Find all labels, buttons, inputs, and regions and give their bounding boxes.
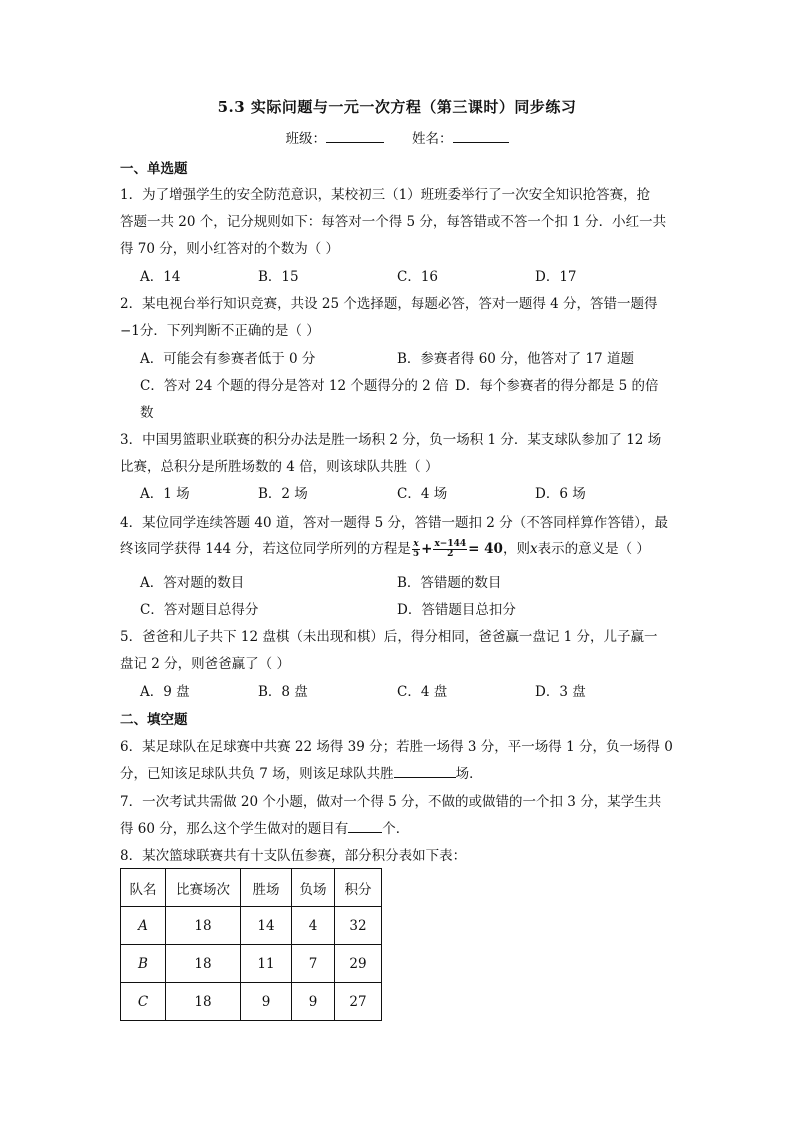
name-label: 姓名： <box>412 131 453 147</box>
q4-line2-pre: 终该同学获得 144 分，若这位同学所列的方程是 <box>120 541 411 557</box>
q1-line1: 1．为了增强学生的安全防范意识，某校初三（1）班班委举行了一次安全知识抢答赛，抢 <box>120 187 651 203</box>
q1-option-d[interactable]: D．17 <box>535 269 577 285</box>
worksheet-title: 5.3 实际问题与一元一次方程（第三课时）同步练习 <box>217 98 577 116</box>
cell-points: 32 <box>335 907 382 945</box>
q2-option-d[interactable]: D．每个参赛者的得分都是 5 的倍 <box>455 378 659 394</box>
q4-option-c[interactable]: C．答对题目总得分 <box>140 602 259 618</box>
q4-eq-rhs: = 40 <box>468 541 503 557</box>
cell-wins: 14 <box>241 907 292 945</box>
class-label: 班级： <box>285 131 326 147</box>
cell-games: 18 <box>166 983 241 1021</box>
q5-option-a[interactable]: A．9 盘 <box>140 684 190 700</box>
cell-wins: 9 <box>241 983 292 1021</box>
q6-line2 <box>120 762 680 782</box>
cell-team: C <box>121 983 166 1021</box>
header-losses: 负场 <box>292 869 335 907</box>
header-games: 比赛场次 <box>166 869 241 907</box>
q7-line2-post: 个． <box>382 821 410 837</box>
section-single-choice: 一、单选题 <box>120 161 188 177</box>
student-info-line <box>0 127 794 147</box>
q1-option-b[interactable]: B．15 <box>258 269 299 285</box>
cell-losses: 7 <box>292 945 335 983</box>
q4-line2 <box>120 537 680 559</box>
cell-wins: 11 <box>241 945 292 983</box>
q6-line2-post: 场． <box>455 766 483 782</box>
q2-option-b[interactable]: B．参赛者得 60 分，他答对了 17 道题 <box>397 351 634 367</box>
q1-line2: 答题一共 20 个，记分规则如下：每答对一个得 5 分，每答错或不答一个扣 1 分．小红一共 <box>120 214 667 230</box>
header-points: 积分 <box>335 869 382 907</box>
table-header-row <box>121 869 382 907</box>
q2-option-d-wrap: 数 <box>140 405 154 421</box>
q2-line2: −1分．下列判断不正确的是（ ） <box>120 323 320 339</box>
q4-option-d[interactable]: D．答错题目总扣分 <box>397 602 516 618</box>
standings-table <box>120 868 382 1021</box>
table-row <box>121 945 382 983</box>
q1-option-a[interactable]: A．14 <box>140 269 181 285</box>
q8-line1: 8．某次篮球联赛共有十支队伍参赛，部分积分表如下表： <box>120 848 467 864</box>
q3-option-b[interactable]: B．2 场 <box>258 486 308 502</box>
header-team: 队名 <box>121 869 166 907</box>
q3-option-c[interactable]: C．4 场 <box>397 486 448 502</box>
cell-losses: 4 <box>292 907 335 945</box>
cell-team: A <box>121 907 166 945</box>
q7-line2-pre: 得 60 分，那么这个学生做对的题目有 <box>120 821 349 837</box>
q2-option-c[interactable]: C．答对 24 个题的得分是答对 12 个题得分的 2 倍 <box>140 378 449 394</box>
section-fill-blank: 二、填空题 <box>120 712 188 728</box>
table-row <box>121 983 382 1021</box>
cell-points: 29 <box>335 945 382 983</box>
q3-option-a[interactable]: A．1 场 <box>140 486 190 502</box>
q1-line3: 得 70 分，则小红答对的个数为（ ） <box>120 241 340 257</box>
q4-plus: + <box>421 541 433 557</box>
q5-option-b[interactable]: B．8 盘 <box>258 684 308 700</box>
q7-line2 <box>120 817 680 837</box>
q6-answer-blank[interactable] <box>394 764 456 778</box>
q1-option-c[interactable]: C．16 <box>397 269 439 285</box>
q4-fraction-x-minus-144-over-2 <box>433 540 467 559</box>
cell-points: 27 <box>335 983 382 1021</box>
cell-team: B <box>121 945 166 983</box>
q3-line1: 3．中国男篮职业联赛的积分办法是胜一场积 2 分，负一场积 1 分．某支球队参加了 12 场 <box>120 432 662 448</box>
cell-games: 18 <box>166 945 241 983</box>
q4-frac2-den: 2 <box>447 549 454 559</box>
q2-line1: 2．某电视台举行知识竞赛，共设 25 个选择题，每题必答，答对一题得 4 分，答错一题得 <box>120 296 658 312</box>
table-row <box>121 907 382 945</box>
q4-line2-post-b: 表示的意义是（ ） <box>537 541 650 557</box>
q2-option-a[interactable]: A．可能会有参赛者低于 0 分 <box>140 351 316 367</box>
q5-line1: 5．爸爸和儿子共下 12 盘棋（未出现和棋）后，得分相同，爸爸赢一盘记 1 分，儿子赢一 <box>120 629 658 645</box>
q4-fraction-x-over-5 <box>412 540 420 559</box>
class-blank[interactable] <box>326 128 384 143</box>
q4-line1: 4．某位同学连续答题 40 道，答对一题得 5 分，答错一题扣 2 分（不答同样算作答错），最 <box>120 515 668 531</box>
q7-answer-blank[interactable] <box>348 819 382 833</box>
q4-option-b[interactable]: B．答错题的数目 <box>397 575 502 591</box>
cell-losses: 9 <box>292 983 335 1021</box>
name-blank[interactable] <box>453 128 509 143</box>
q5-option-c[interactable]: C．4 盘 <box>397 684 448 700</box>
q4-frac2-num: x−144 <box>434 539 467 549</box>
q4-frac1-den: 5 <box>412 549 420 559</box>
q4-option-a[interactable]: A．答对题的数目 <box>140 575 245 591</box>
cell-games: 18 <box>166 907 241 945</box>
q5-line2: 盘记 2 分，则爸爸赢了（ ） <box>120 656 290 672</box>
q3-line2: 比赛，总积分是所胜场数的 4 倍，则该球队共胜（ ） <box>120 459 439 475</box>
q6-line1: 6．某足球队在足球赛中共赛 22 场得 39 分；若胜一场得 3 分，平一场得 1 分，负一场得 0 <box>120 739 673 755</box>
q5-option-d[interactable]: D．3 盘 <box>535 684 586 700</box>
q6-line2-pre: 分，已知该足球队共负 7 场，则该足球队共胜 <box>120 766 394 782</box>
q4-line2-post-a: ，则 <box>502 541 530 557</box>
q3-option-d[interactable]: D．6 场 <box>535 486 586 502</box>
header-wins: 胜场 <box>241 869 292 907</box>
q7-line1: 7．一次考试共需做 20 个小题，做对一个得 5 分，不做的或做错的一个扣 3 分，某学生共 <box>120 794 662 810</box>
q4-var-x: x <box>529 541 538 557</box>
q4-frac1-num: x <box>413 539 419 549</box>
